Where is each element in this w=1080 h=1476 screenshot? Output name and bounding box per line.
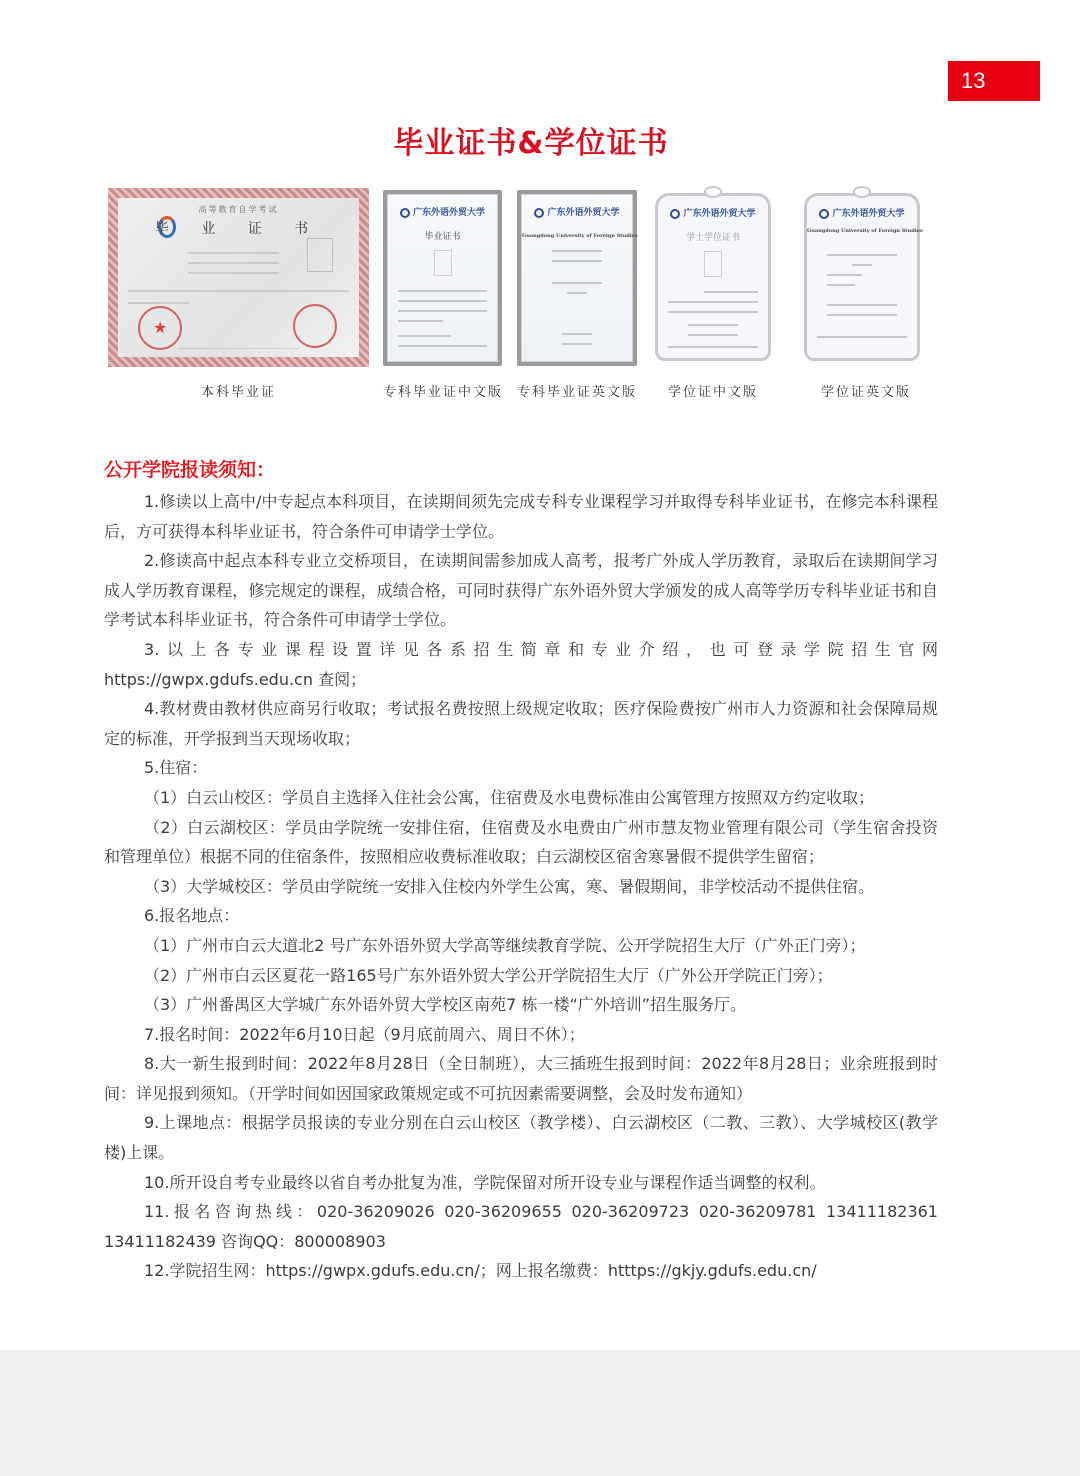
certificate-caption: 专科毕业证中文版 xyxy=(383,385,504,400)
notice-item-3: 3.以上各专业课程设置详见各系招生简章和专业介绍，也可登录学院招生官网 xyxy=(144,639,938,659)
university-name: 广东外语外贸大学 xyxy=(832,209,905,219)
notice-item-6-1: （1）广州市白云大道北2 号广东外语外贸大学高等继续教育学院、公开学院招生大厅（广外正门旁）； xyxy=(144,935,866,955)
text-lines xyxy=(398,290,487,330)
certificate-caption: 本科毕业证 xyxy=(200,385,276,400)
text-lines xyxy=(552,250,602,302)
text-line xyxy=(178,348,299,349)
page-title: 毕业证书&学位证书 xyxy=(393,126,669,161)
university-seal-icon xyxy=(534,208,544,218)
text-line xyxy=(188,272,279,274)
notice-item-5: 5.住宿： xyxy=(144,758,208,778)
certificate-caption: 学位证英文版 xyxy=(820,385,911,400)
text-line xyxy=(188,262,279,264)
certificate-heading: Guangdong University of Foreign Studies xyxy=(522,233,638,239)
notice-item-12-websites[interactable]: 12.学院招生网：https://gwpx.gdufs.edu.cn/；网上报名缴费：htttps://gkjy.gdufs.edu.cn/ xyxy=(144,1261,817,1281)
text-lines xyxy=(398,335,487,355)
section-title-enrollment-notice: 公开学院报读须知： xyxy=(104,459,276,481)
notice-item-4: 4.教材费由教材供应商另行收取；考试报名费按照上级规定收取；医疗保险费按广州市人力资源和社会保障局规定的标准，开学报到当天现场收取； xyxy=(104,699,938,748)
text-line xyxy=(128,290,349,292)
certificate-heading: Guangdong University of Foreign Studies xyxy=(807,228,923,234)
certificate-caption: 学位证中文版 xyxy=(667,385,758,400)
text-line xyxy=(128,302,189,304)
text-lines xyxy=(562,333,592,353)
notice-item-2: 2.修读高中起点本科专业立交桥项目，在读期间需参加成人高考，报考广外成人学历教育，录取后在读期间学习成人学历教育课程，修完规定的课程，成绩合格，可同时获得广东外语外贸大学颁发的成人高等学历专科毕业证书和自学考试本科毕业证书，符合条件可申请学士学位。 xyxy=(104,551,938,630)
university-logo xyxy=(807,206,917,219)
photo-placeholder xyxy=(704,251,722,277)
certificate-image-degree-cn xyxy=(655,193,771,361)
notice-item-6-3: （3）广州番禺区大学城广东外语外贸大学校区南苑7 栋一楼“广外培训”招生服务厅。 xyxy=(144,995,747,1015)
notice-item-10: 10.所开设自考专业最终以省自考办批复为准，学院保留对所开设专业与课程作适当调整的权利。 xyxy=(144,1172,826,1192)
university-seal-icon xyxy=(670,209,680,219)
notice-item-6: 6.报名地点： xyxy=(144,906,240,926)
certificate-image-associate-cn xyxy=(383,190,502,366)
text-lines xyxy=(817,336,907,346)
notice-item-8: 8.大一新生报到时间：2022年8月28日（全日制班），大三插班生报到时间：2022年8月28日；业余班报到时间：详见报到须知。（开学时间如因国家政策规定或不可抗因素需要调整，会及时发布通知） xyxy=(104,1054,938,1103)
certificate-caption: 专科毕业证英文版 xyxy=(517,385,638,400)
certificate-image-degree-en xyxy=(804,193,923,361)
university-logo xyxy=(388,205,497,218)
university-seal-icon xyxy=(819,209,829,219)
red-seal-icon xyxy=(138,306,182,350)
photo-placeholder xyxy=(434,250,452,276)
notice-item-3-link[interactable]: https://gwpx.gdufs.edu.cn 查阅； xyxy=(104,669,367,689)
text-line xyxy=(188,252,279,254)
certificate-image-associate-en xyxy=(517,190,637,366)
university-seal-icon xyxy=(400,208,410,218)
text-lines xyxy=(827,254,897,324)
university-name: 广东外语外贸大学 xyxy=(683,209,756,219)
university-logo xyxy=(522,205,632,218)
notice-item-5-3: （3）大学城校区：学员由学院统一安排入住校内外学生公寓，寒、暑假期间，非学校活动不提供住宿。 xyxy=(144,876,875,896)
certificate-header: 毕 业 证 书 xyxy=(154,221,323,237)
certificate-image-bachelor-diploma xyxy=(108,188,369,367)
notice-item-11-hotline: 11.报名咨询热线：020-36209026 020-36209655 020-36209723 020-36209781 13411182361 13411182439 咨询QQ：800008903 xyxy=(104,1202,938,1251)
notice-body xyxy=(104,487,938,1286)
text-lines xyxy=(688,324,738,344)
certificate-heading: 学士学位证书 xyxy=(685,233,740,243)
university-name: 广东外语外贸大学 xyxy=(412,208,485,218)
certificate-heading: 毕业证书 xyxy=(424,232,461,242)
page-number-badge: 13 xyxy=(948,61,1040,101)
notice-item-5-1: （1）白云山校区：学员自主选择入住社会公寓，住宿费及水电费标准由公寓管理方按照双方约定收取； xyxy=(144,787,875,807)
notice-item-1: 1.修读以上高中/中专起点本科项目，在读期间须先完成专科专业课程学习并取得专科毕业证书，在修完本科课程后，方可获得本科毕业证书，符合条件可申请学士学位。 xyxy=(104,492,938,541)
university-logo xyxy=(658,206,768,219)
text-lines xyxy=(668,291,758,321)
notice-item-6-2: （2）广州市白云区夏花一路165号广东外语外贸大学公开学院招生大厅（广外公开学院正门旁）； xyxy=(144,965,833,985)
notice-item-9: 9.上课地点：根据学员报读的专业分别在白云山校区（教学楼）、白云湖校区（二教、三教）、大学城校区(教学楼)上课。 xyxy=(104,1113,938,1163)
footer-band xyxy=(0,1350,1080,1476)
photo-placeholder xyxy=(307,238,333,272)
red-seal-icon xyxy=(293,304,337,348)
text-lines xyxy=(668,346,758,356)
notice-item-7: 7.报名时间：2022年6月10日起（9月底前周六、周日不休）； xyxy=(144,1024,585,1044)
notice-item-5-2: （2）白云湖校区：学员由学院统一安排住宿，住宿费及水电费由广州市慧友物业管理有限公司（学生宿舍投资和管理单位）根据不同的住宿条件，按照相应收费标准收取；白云湖校区宿舍寒暑假不提供学生留宿； xyxy=(104,817,938,867)
certificate-subheader: 高等教育自学考试 xyxy=(198,205,279,214)
university-name: 广东外语外贸大学 xyxy=(547,208,620,218)
